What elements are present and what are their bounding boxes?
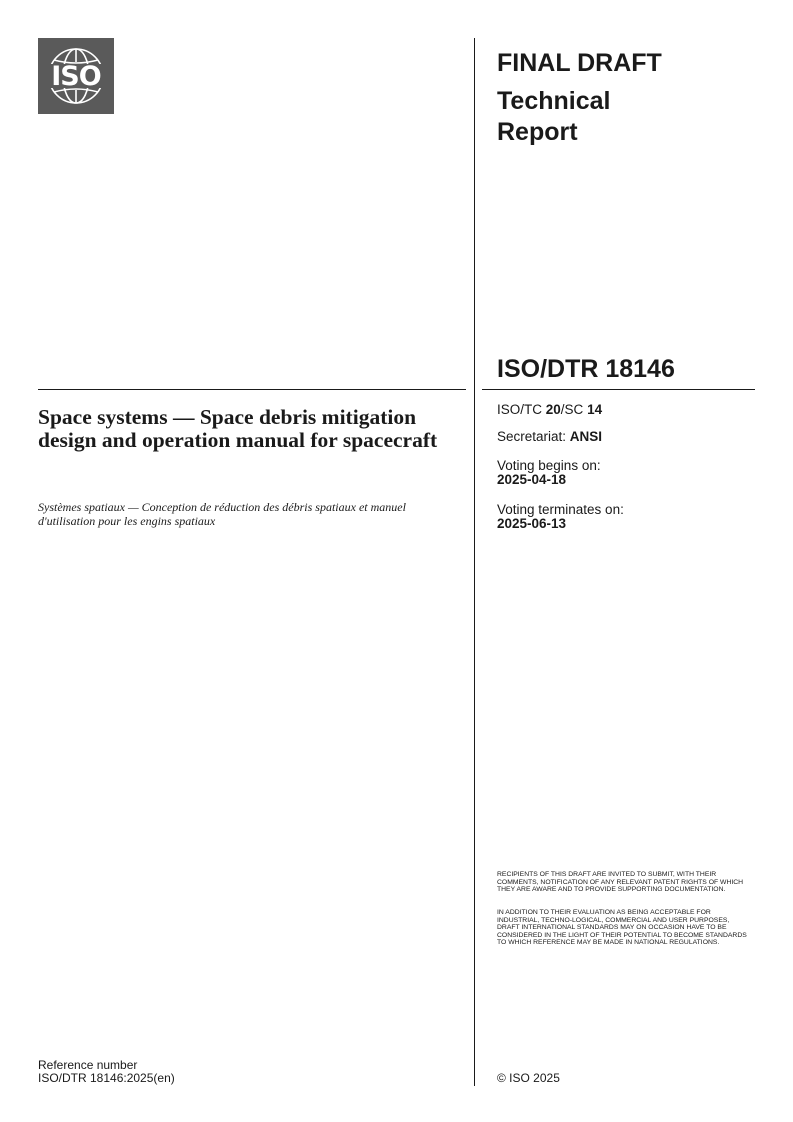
french-title: Systèmes spatiaux — Conception de réduction des débris spatiaux et manuel d'utilisation pour les engins spatiaux (38, 500, 406, 528)
committee-prefix: ISO/TC (497, 402, 546, 417)
committee-reference (497, 403, 757, 417)
reference-value: ISO/DTR 18146:2025(en) (38, 1070, 175, 1085)
right-horizontal-rule (482, 389, 755, 390)
secretariat (497, 430, 757, 444)
voting-begins (497, 459, 757, 487)
sc-prefix: /SC (560, 402, 588, 417)
voting-terminates (497, 503, 757, 531)
secretariat-value: ANSI (569, 429, 603, 444)
vertical-divider (474, 38, 475, 1086)
notice-paragraph-2: IN ADDITION TO THEIR EVALUATION AS BEING ACCEPTABLE FOR INDUSTRIAL, TECHNO-LOGICAL, COMMERCIAL AND USER PURPOSES, DRAFT INTERNATIONAL STANDARDS MAY ON OCCASION HAVE TO BE CONSIDERED IN THE LIGHT OF THEIR POTENTIAL TO BECOME STANDARDS TO WHICH REFERENCE MAY BE MADE IN NATIONAL REGULATIONS. (497, 909, 747, 947)
english-title: Space systems — Space debris mitigation design and operation manual for spacecraft (38, 405, 438, 452)
notice-paragraph-1: RECIPIENTS OF THIS DRAFT ARE INVITED TO SUBMIT, WITH THEIR COMMENTS, NOTIFICATION OF ANY RELEVANT PATENT RIGHTS OF WHICH THEY ARE AWARE AND TO PROVIDE SUPPORTING DOCUMENTATION. (497, 871, 744, 894)
reference-label: Reference number (38, 1058, 138, 1072)
secretariat-label: Secretariat: (497, 429, 570, 444)
document-number: ISO/DTR 18146 (497, 355, 675, 383)
voting-terminates-label: Voting terminates on: (497, 502, 624, 517)
logo-text: ISO (51, 60, 101, 92)
copyright: © ISO 2025 (497, 1071, 560, 1085)
reference-number (38, 1059, 338, 1084)
iso-logo (38, 38, 114, 114)
document-type-line-1: Technical (497, 87, 611, 115)
voting-begins-date: 2025-04-18 (497, 472, 567, 487)
tc-number: 20 (545, 402, 561, 417)
left-horizontal-rule (38, 389, 466, 390)
sc-number: 14 (587, 402, 603, 417)
draft-status: FINAL DRAFT (497, 49, 662, 77)
document-type-line-2: Report (497, 118, 578, 146)
document-type (497, 86, 737, 148)
voting-terminates-date: 2025-06-13 (497, 516, 567, 531)
voting-begins-label: Voting begins on: (497, 458, 601, 473)
